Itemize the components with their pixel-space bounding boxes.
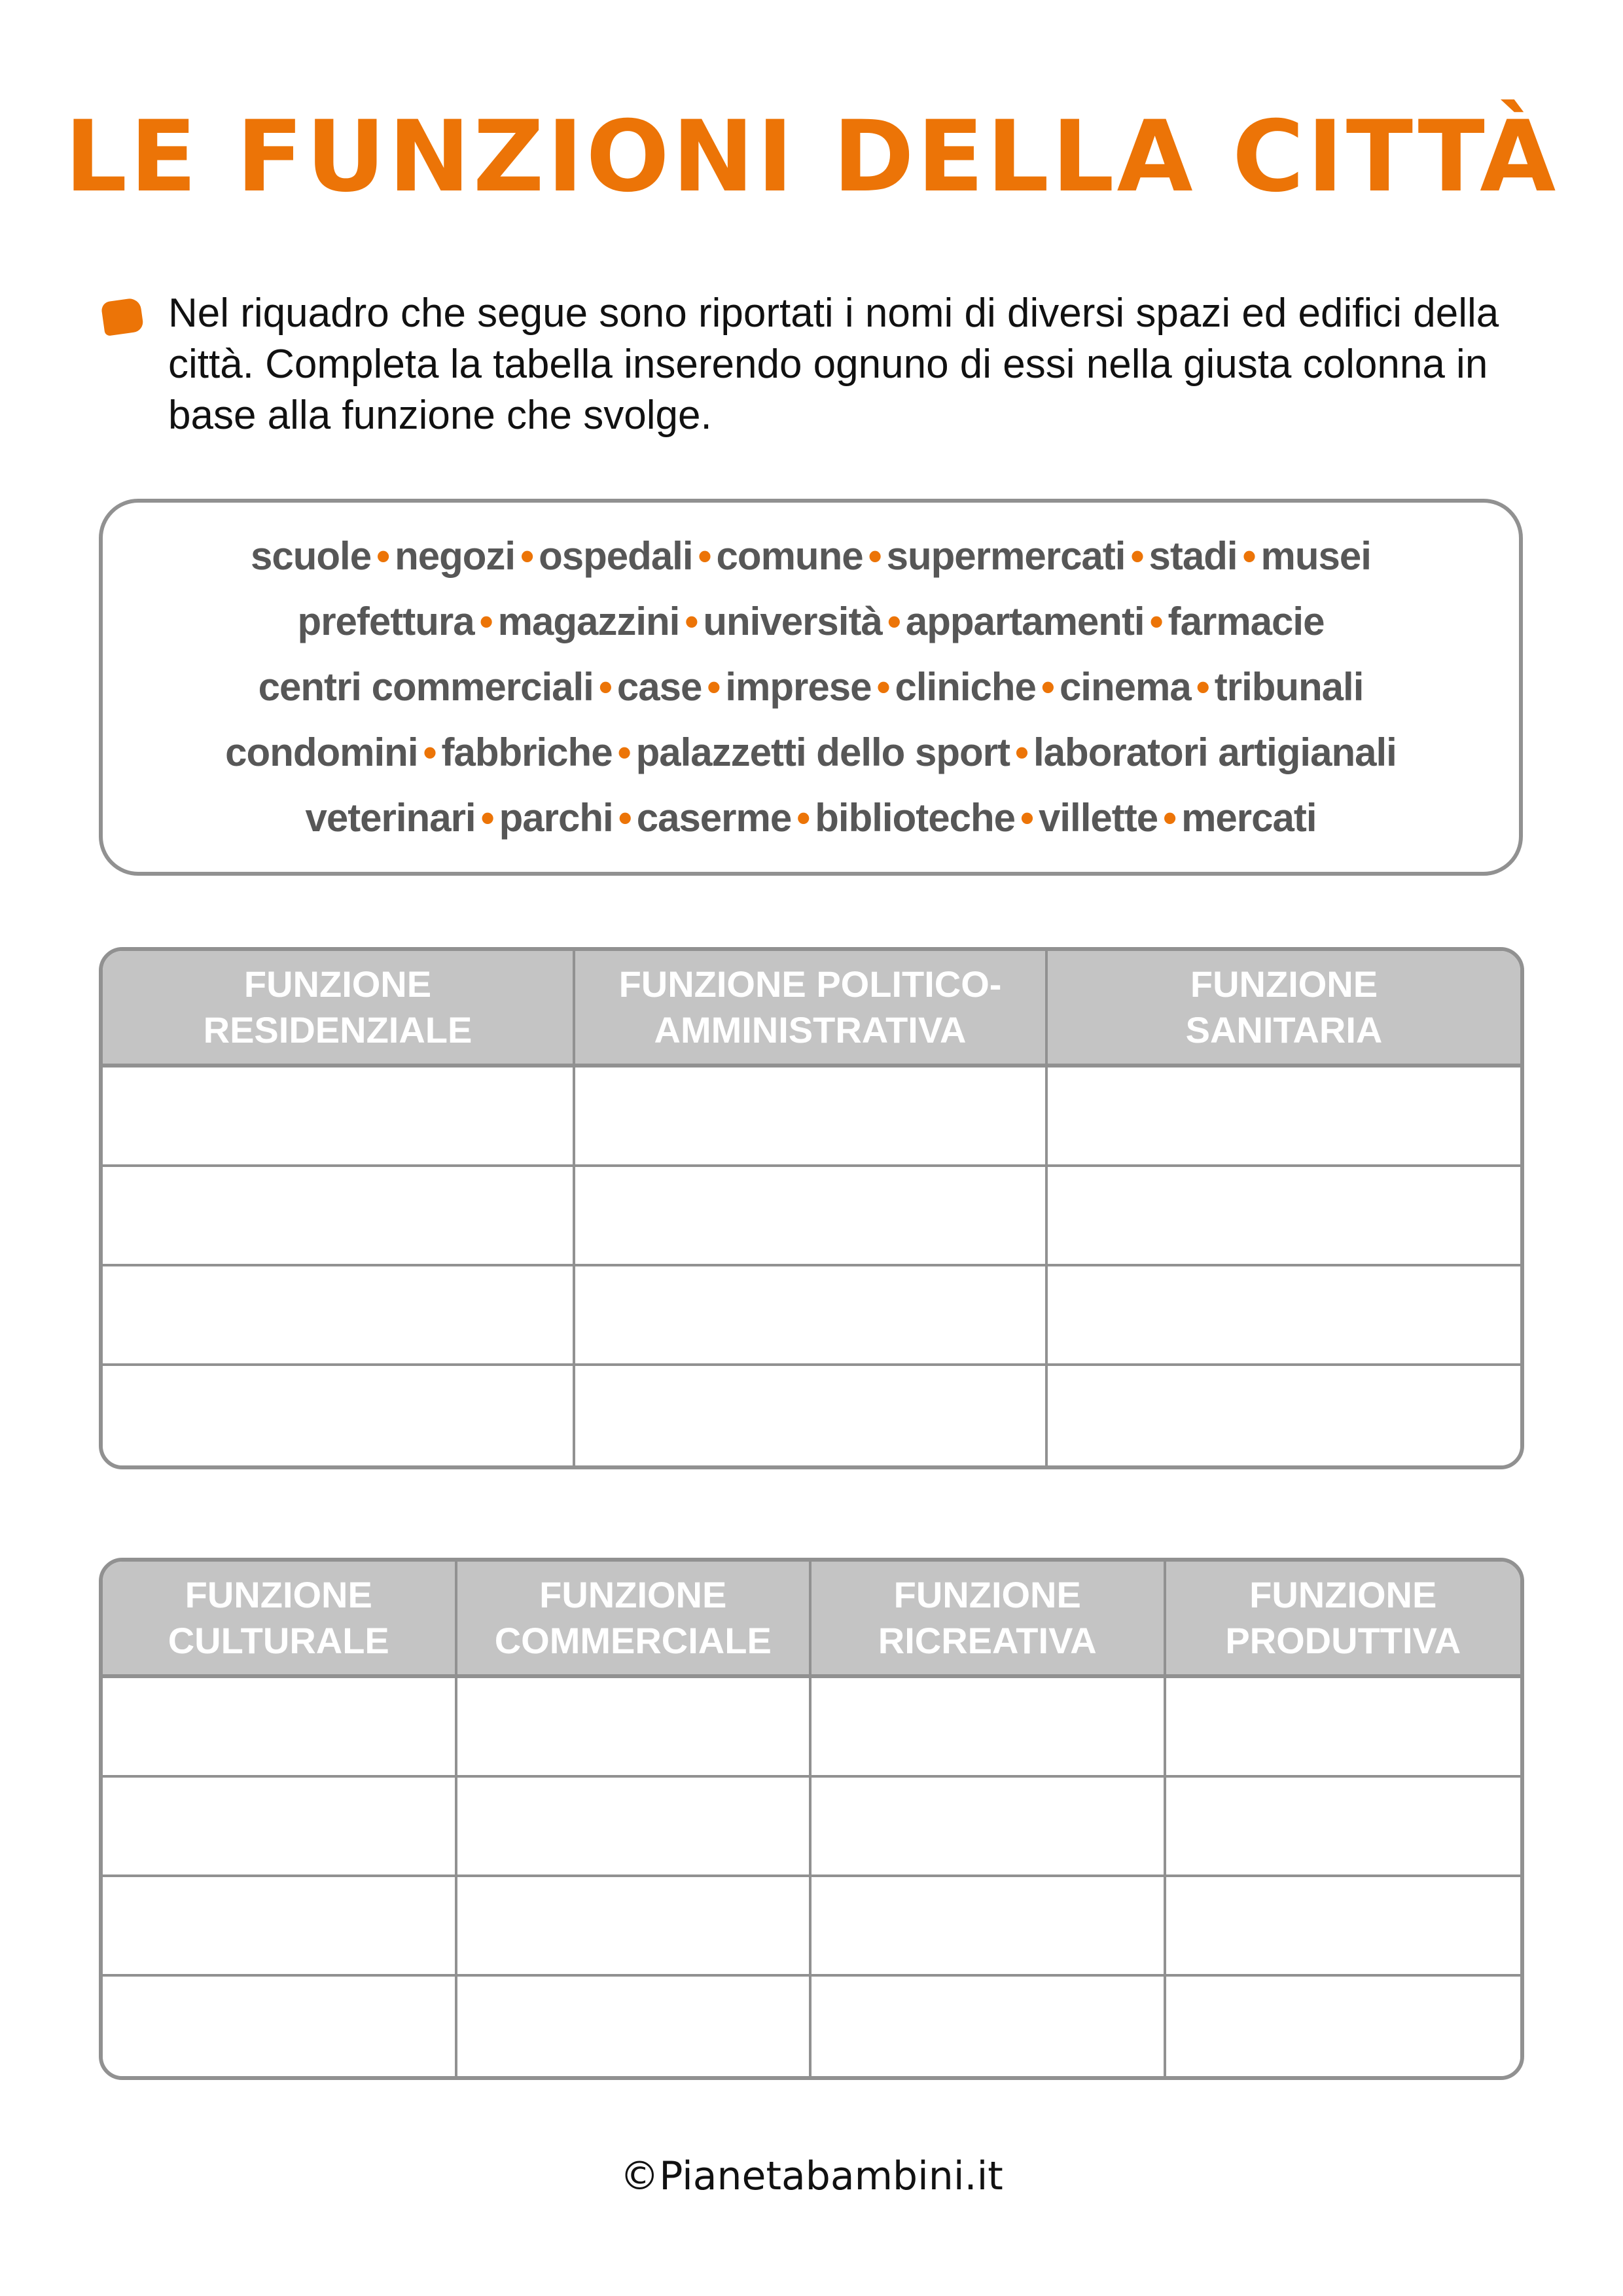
- table-header-row: [103, 1562, 1520, 1678]
- instruction-text: Nel riquadro che segue sono riportati i nomi di diversi spazi ed edifici della città. Completa la tabella inserendo ognuno di essi nella giusta colonna in base alla funzione che svolge.: [168, 291, 1499, 438]
- answer-cell[interactable]: [575, 1266, 1048, 1366]
- orange-square-bullet-icon: [101, 297, 145, 336]
- answer-cell[interactable]: [103, 1266, 575, 1366]
- bullet-separator-icon: •: [1041, 665, 1054, 709]
- word-bank-item: cinema: [1059, 665, 1191, 709]
- word-bank-item: caserme: [636, 796, 792, 840]
- column-header: [575, 951, 1048, 1067]
- functions-table-2: [99, 1558, 1524, 2080]
- bullet-separator-icon: •: [1149, 600, 1163, 643]
- word-bank-item: università: [703, 600, 882, 643]
- answer-cell[interactable]: [1048, 1266, 1520, 1366]
- answer-cell[interactable]: [103, 1977, 457, 2076]
- table-row: [103, 1266, 1520, 1366]
- word-bank-item: musei: [1260, 534, 1371, 578]
- answer-cell[interactable]: [1048, 1067, 1520, 1167]
- word-bank-item: parchi: [499, 796, 613, 840]
- bullet-separator-icon: •: [1020, 796, 1033, 840]
- bullet-separator-icon: •: [479, 600, 493, 643]
- column-header-text: RESIDENZIALE: [203, 1009, 473, 1050]
- word-bank-item: imprese: [725, 665, 872, 709]
- table-header-row: [103, 951, 1520, 1067]
- bullet-separator-icon: •: [1015, 730, 1029, 774]
- copyright-footer: ©Pianetabambini.it: [620, 2153, 1003, 2199]
- word-bank-item: veterinari: [305, 796, 476, 840]
- column-header: [103, 1562, 457, 1678]
- column-header-text: SANITARIA: [1185, 1009, 1383, 1050]
- bullet-separator-icon: •: [598, 665, 612, 709]
- bullet-separator-icon: •: [887, 600, 901, 643]
- bullet-separator-icon: •: [698, 534, 711, 578]
- column-header-text: COMMERCIALE: [494, 1620, 772, 1661]
- bullet-separator-icon: •: [618, 796, 632, 840]
- word-bank-item: fabbriche: [441, 730, 613, 774]
- answer-cell[interactable]: [1166, 1877, 1521, 1977]
- word-bank-item: ospedali: [539, 534, 693, 578]
- column-header: [103, 951, 575, 1067]
- word-bank-item: prefettura: [297, 600, 474, 643]
- column-header-text: CULTURALE: [168, 1620, 389, 1661]
- column-header-text: FUNZIONE: [1249, 1574, 1437, 1615]
- table-row: [103, 1366, 1520, 1465]
- column-header: [457, 1562, 812, 1678]
- column-header-text: RICREATIVA: [878, 1620, 1097, 1661]
- answer-cell[interactable]: [1166, 1678, 1521, 1778]
- answer-cell[interactable]: [1166, 1977, 1521, 2076]
- answer-cell[interactable]: [103, 1167, 575, 1266]
- answer-cell[interactable]: [812, 1678, 1166, 1778]
- word-bank-item: palazzetti dello sport: [635, 730, 1010, 774]
- column-header-text: AMMINISTRATIVA: [654, 1009, 967, 1050]
- word-bank-item: villette: [1038, 796, 1158, 840]
- table-row: [103, 1678, 1520, 1778]
- word-bank-line: [225, 720, 1397, 785]
- column-header-text: FUNZIONE POLITICO-: [618, 963, 1002, 1005]
- table-row: [103, 1977, 1520, 2076]
- bullet-separator-icon: •: [1163, 796, 1177, 840]
- word-bank-item: centri commerciali: [258, 665, 594, 709]
- answer-cell[interactable]: [457, 1778, 812, 1877]
- word-bank-item: stadi: [1149, 534, 1238, 578]
- answer-cell[interactable]: [457, 1877, 812, 1977]
- word-bank-item: mercati: [1181, 796, 1317, 840]
- word-bank-item: cliniche: [895, 665, 1036, 709]
- answer-cell[interactable]: [457, 1678, 812, 1778]
- answer-cell[interactable]: [103, 1067, 575, 1167]
- column-header: [812, 1562, 1166, 1678]
- column-header-text: FUNZIONE: [185, 1574, 372, 1615]
- word-bank-line: [298, 589, 1325, 655]
- bullet-separator-icon: •: [423, 730, 437, 774]
- column-header-text: FUNZIONE: [243, 963, 432, 1005]
- bullet-separator-icon: •: [480, 796, 494, 840]
- word-bank-item: case: [616, 665, 702, 709]
- answer-cell[interactable]: [457, 1977, 812, 2076]
- word-bank-item: magazzini: [497, 600, 680, 643]
- word-bank-item: farmacie: [1168, 600, 1325, 643]
- answer-cell[interactable]: [1048, 1167, 1520, 1266]
- bullet-separator-icon: •: [707, 665, 721, 709]
- answer-cell[interactable]: [1166, 1778, 1521, 1877]
- word-bank-item: scuole: [251, 534, 372, 578]
- answer-cell[interactable]: [812, 1877, 1166, 1977]
- column-header-text: FUNZIONE: [1190, 963, 1378, 1005]
- column-header-text: PRODUTTIVA: [1225, 1620, 1461, 1661]
- table-row: [103, 1778, 1520, 1877]
- instructions: [103, 288, 1543, 441]
- functions-table-1: [99, 947, 1524, 1469]
- bullet-separator-icon: •: [617, 730, 631, 774]
- bullet-separator-icon: •: [796, 796, 810, 840]
- word-bank-item: negozi: [395, 534, 516, 578]
- answer-cell[interactable]: [1048, 1366, 1520, 1465]
- word-bank-line: [259, 655, 1364, 720]
- table-row: [103, 1067, 1520, 1167]
- answer-cell[interactable]: [103, 1778, 457, 1877]
- bullet-separator-icon: •: [1130, 534, 1144, 578]
- answer-cell[interactable]: [812, 1977, 1166, 2076]
- bullet-separator-icon: •: [868, 534, 882, 578]
- bullet-separator-icon: •: [520, 534, 534, 578]
- word-bank-item: condomini: [225, 730, 418, 774]
- column-header: [1166, 1562, 1521, 1678]
- word-bank-item: supermercati: [886, 534, 1126, 578]
- word-bank-box: [99, 499, 1523, 876]
- column-header-text: FUNZIONE: [893, 1574, 1081, 1615]
- word-bank-item: comune: [716, 534, 863, 578]
- table-row: [103, 1167, 1520, 1266]
- column-header: [1048, 951, 1520, 1067]
- word-bank-item: laboratori artigianali: [1033, 730, 1397, 774]
- table-row: [103, 1877, 1520, 1977]
- bullet-separator-icon: •: [1242, 534, 1256, 578]
- answer-cell[interactable]: [103, 1366, 575, 1465]
- answer-cell[interactable]: [575, 1366, 1048, 1465]
- word-bank-item: biblioteche: [815, 796, 1015, 840]
- page-title: LE FUNZIONI DELLA CITTÀ: [64, 100, 1559, 214]
- bullet-separator-icon: •: [685, 600, 698, 643]
- bullet-separator-icon: •: [376, 534, 390, 578]
- answer-cell[interactable]: [103, 1877, 457, 1977]
- column-header-text: FUNZIONE: [539, 1574, 727, 1615]
- answer-cell[interactable]: [103, 1678, 457, 1778]
- bullet-separator-icon: •: [1196, 665, 1209, 709]
- answer-cell[interactable]: [575, 1167, 1048, 1266]
- bullet-separator-icon: •: [876, 665, 890, 709]
- word-bank-item: appartamenti: [905, 600, 1145, 643]
- word-bank-line: [251, 524, 1371, 589]
- word-bank-line: [305, 785, 1316, 851]
- answer-cell[interactable]: [575, 1067, 1048, 1167]
- word-bank-item: tribunali: [1214, 665, 1364, 709]
- answer-cell[interactable]: [812, 1778, 1166, 1877]
